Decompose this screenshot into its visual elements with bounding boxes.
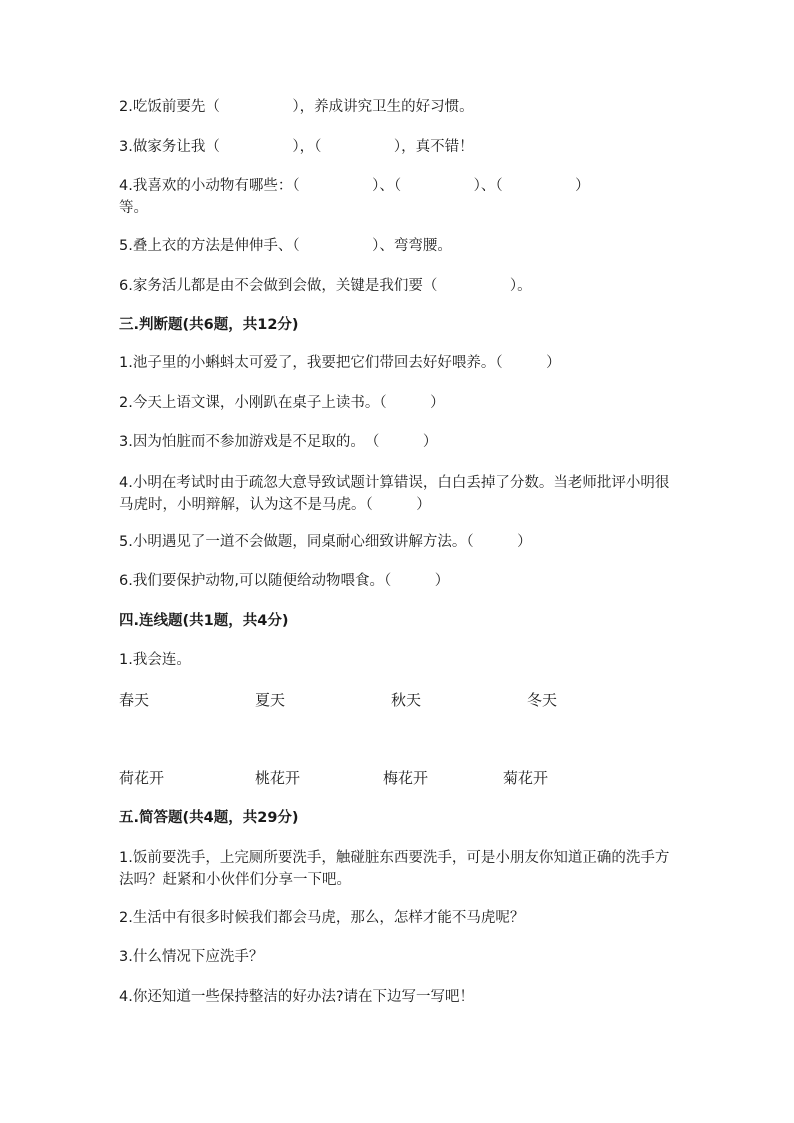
short-answer-q1: 1.饭前要洗手，上完厕所要洗手，触碰脏东西要洗手，可是小朋友你知道正确的洗手方法吗？赶紧和小伙伴们分享一下吧。 [119,850,670,888]
judge-q2: 2.今天上语文课，小刚趴在桌子上读书。（ ） [119,395,445,411]
season-autumn: 秋天 [391,691,422,709]
judge-q3: 3.因为怕脏而不参加游戏是不足取的。 （ ） [119,434,438,450]
judge-q4: 4.小明在考试时由于疏忽大意导致试题计算错误，白白丢掉了分数。当老师批评小明很马虎时，小明辩解，认为这不是马虎。（ ） [119,475,670,513]
flower-chrysanthemum: 菊花开 [503,769,549,787]
season-spring: 春天 [119,691,150,709]
fill-blank-q4-line2: 等。 [119,200,148,216]
section-judge-heading: 三.判断题(共6题，共12分) [119,317,299,333]
matching-q1: 1.我会连。 [119,652,191,668]
section-short-answer-heading: 五.简答题(共4题，共29分) [119,810,299,826]
section-matching-heading: 四.连线题(共1题，共4分) [119,613,289,629]
flower-peach: 桃花开 [255,769,301,787]
fill-blank-q5: 5.叠上衣的方法是伸伸手、（ ）、弯弯腰。 [119,238,452,254]
season-winter: 冬天 [527,691,558,709]
fill-blank-q3: 3.做家务让我（ ），（ ），真不错！ [119,139,474,155]
fill-blank-q2: 2.吃饭前要先（ ），养成讲究卫生的好习惯。 [119,99,474,115]
flower-lotus: 荷花开 [119,769,165,787]
short-answer-q2: 2.生活中有很多时候我们都会马虎，那么，怎样才能不马虎呢？ [119,910,525,926]
judge-q6: 6.我们要保护动物,可以随便给动物喂食。（ ） [119,573,450,589]
short-answer-q4: 4.你还知道一些保持整洁的好办法?请在下边写一写吧！ [119,989,475,1005]
fill-blank-q4-line1: 4.我喜欢的小动物有哪些：（ ）、（ ）、（ ） [119,178,590,194]
season-summer: 夏天 [255,691,286,709]
judge-q1: 1.池子里的小蝌蚪太可爱了，我要把它们带回去好好喂养。（ ） [119,355,561,371]
short-answer-q3: 3.什么情况下应洗手？ [119,949,264,965]
flower-plum: 梅花开 [383,769,429,787]
fill-blank-q6: 6.家务活儿都是由不会做到会做，关键是我们要（ ）。 [119,278,532,294]
judge-q5: 5.小明遇见了一道不会做题，同桌耐心细致讲解方法。（ ） [119,534,532,550]
